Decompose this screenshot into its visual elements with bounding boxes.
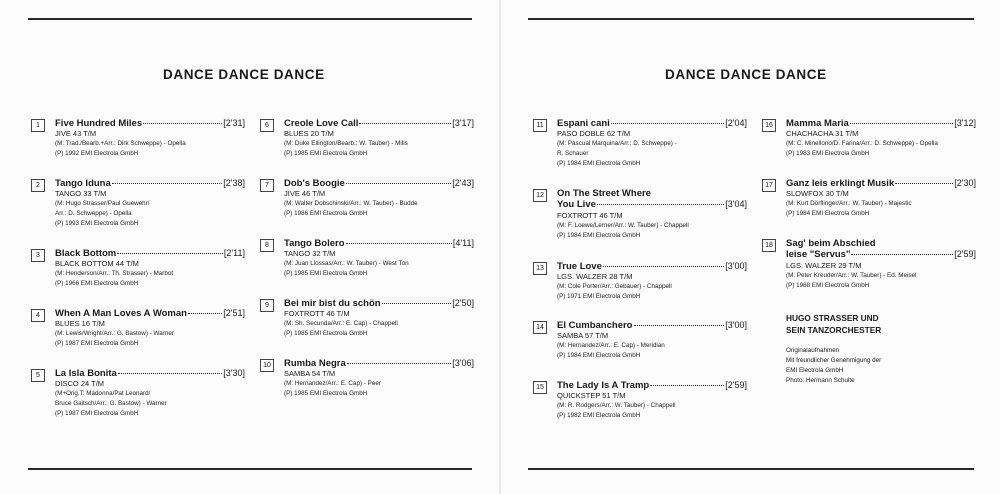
track-credit: (P) 1983 EMI Electrola GmbH bbox=[786, 150, 870, 157]
track-credit: (M+Orig.T: Madonna/Pat Leonard/ bbox=[55, 390, 151, 397]
track-duration: [2'59] bbox=[725, 380, 747, 390]
track-title-line bbox=[557, 118, 747, 129]
track-number: 7 bbox=[260, 179, 274, 192]
track-title-line bbox=[557, 380, 747, 391]
track-credit: Arr.: D. Schweppe) - Opella bbox=[55, 210, 132, 217]
track-credit: (P) 1985 EMI Electrola GmbH bbox=[284, 330, 368, 337]
top-rule-left bbox=[28, 18, 472, 20]
track-credit: (M: Juan Llossas/Arr.: W. Tauber) - West Ton bbox=[284, 260, 409, 267]
dot-leader bbox=[118, 373, 222, 374]
dot-leader bbox=[347, 363, 451, 364]
track-title-line bbox=[786, 178, 976, 189]
track-title-continued: You Live bbox=[557, 199, 596, 210]
track-title-line bbox=[557, 320, 747, 331]
track-number: 8 bbox=[260, 239, 274, 252]
track-title-line bbox=[284, 358, 474, 369]
dot-leader bbox=[611, 123, 724, 124]
track-title-line bbox=[284, 238, 474, 249]
track-title-line bbox=[55, 308, 245, 319]
track-title-line bbox=[786, 118, 976, 129]
dot-leader bbox=[895, 183, 953, 184]
track-title: Creole Love Call bbox=[284, 118, 359, 129]
dance-tempo: CHACHACHA 31 T/M bbox=[786, 129, 859, 138]
dance-tempo: QUICKSTEP 51 T/M bbox=[557, 391, 626, 400]
track-title-line bbox=[55, 368, 245, 379]
track-title: True Love bbox=[557, 261, 602, 272]
dance-tempo: TANGO 33 T/M bbox=[55, 189, 107, 198]
center-fold bbox=[499, 0, 501, 494]
track-title-line bbox=[284, 298, 474, 309]
track-title-line bbox=[557, 261, 747, 272]
dance-tempo: FOXTROTT 46 T/M bbox=[557, 211, 623, 220]
track-credit: (P) 1985 EMI Electrola GmbH bbox=[284, 270, 368, 277]
track-credit: (P) 1984 EMI Electrola GmbH bbox=[557, 232, 641, 239]
bottom-rule-left bbox=[28, 468, 472, 470]
track-credit: (P) 1971 EMI Electrola GmbH bbox=[557, 293, 641, 300]
dot-leader bbox=[359, 123, 451, 124]
track-title: The Lady Is A Tramp bbox=[557, 380, 650, 391]
track-number: 12 bbox=[533, 189, 547, 202]
track-number: 5 bbox=[31, 369, 45, 382]
track-number: 17 bbox=[762, 179, 776, 192]
track-title-line bbox=[55, 178, 245, 189]
track-title: La Isla Bonita bbox=[55, 368, 117, 379]
track-duration: [2'31] bbox=[223, 118, 245, 128]
track-title-line-2 bbox=[557, 199, 747, 210]
track-credit: (M: Peter Kreuder/Arr.: W. Tauber) - Ed. Meisel bbox=[786, 272, 917, 279]
dance-tempo: JIVE 46 T/M bbox=[284, 189, 326, 198]
note-line: Photo: Hermann Schulte bbox=[786, 377, 855, 384]
artist-line: HUGO STRASSER UND bbox=[786, 313, 879, 323]
dance-tempo: SAMBA 54 T/M bbox=[284, 369, 336, 378]
track-credit: (P) 1984 EMI Electrola GmbH bbox=[557, 352, 641, 359]
dot-leader bbox=[650, 385, 724, 386]
artist-name bbox=[786, 312, 881, 336]
track-title: Espani cani bbox=[557, 118, 610, 129]
track-credit: (M: Hernandez/Arr.: E. Cap) - Peer bbox=[284, 380, 381, 387]
dot-leader bbox=[603, 266, 724, 267]
track-credit: (M: Lewis/Wright/Arr.: G. Bastow) - Warner bbox=[55, 330, 174, 337]
track-duration: [4'11] bbox=[452, 238, 474, 248]
track-title: Sag' beim Abschied bbox=[786, 238, 876, 249]
right-page-title: DANCE DANCE DANCE bbox=[665, 67, 827, 82]
track-title: Tango Bolero bbox=[284, 238, 345, 249]
track-credit: (P) 1984 EMI Electrola GmbH bbox=[786, 210, 870, 217]
dot-leader bbox=[346, 243, 452, 244]
track-credit: (P) 1982 EMI Electrola GmbH bbox=[557, 412, 641, 419]
track-credit: (M: Kurt Dörflinger/Arr.: W. Tauber) - Majestic bbox=[786, 200, 912, 207]
track-title-line bbox=[284, 178, 474, 189]
artist-line: SEIN TANZORCHESTER bbox=[786, 325, 882, 335]
track-duration: [3'00] bbox=[725, 320, 747, 330]
dance-tempo: LGS. WALZER 29 T/M bbox=[786, 261, 862, 270]
track-title: On The Street Where bbox=[557, 188, 651, 199]
track-duration: [2'11] bbox=[223, 248, 245, 258]
track-credit: (P) 1987 EMI Electrola GmbH bbox=[55, 410, 139, 417]
track-title-line bbox=[55, 248, 245, 259]
dance-tempo: BLUES 16 T/M bbox=[55, 319, 105, 328]
track-duration: [2'50] bbox=[452, 298, 474, 308]
note-line: Originalaufnahmen bbox=[786, 347, 840, 354]
dance-tempo: PASO DOBLE 62 T/M bbox=[557, 129, 631, 138]
note-line: Mit freundlicher Genehmigung der bbox=[786, 357, 882, 364]
track-credit: (M: Duke Ellington/Bearb.: W. Tauber) - Mills bbox=[284, 140, 408, 147]
dance-tempo: DISCO 24 T/M bbox=[55, 379, 105, 388]
track-credit: (P) 1985 EMI Electrola GmbH bbox=[284, 150, 368, 157]
track-duration: [2'38] bbox=[223, 178, 245, 188]
track-title-line bbox=[786, 238, 976, 249]
track-title: Dob's Boogie bbox=[284, 178, 345, 189]
track-credit: (M: Sh. Secunda/Arr.: E. Cap) - Chappell bbox=[284, 320, 398, 327]
track-credit: (P) 1985 EMI Electrola GmbH bbox=[284, 390, 368, 397]
track-number: 11 bbox=[533, 119, 547, 132]
track-title: Rumba Negra bbox=[284, 358, 346, 369]
track-credit: (P) 1987 EMI Electrola GmbH bbox=[55, 340, 139, 347]
track-credit: (M: Henderson/Arr.: Th. Strasser) - Marbot bbox=[55, 270, 174, 277]
dot-leader bbox=[634, 325, 725, 326]
track-number: 2 bbox=[31, 179, 45, 192]
liner-notes bbox=[786, 346, 881, 386]
track-credit: (M: Hernandez/Arr.: E. Cap) - Meridian bbox=[557, 342, 665, 349]
track-credit: (M: Hugo Strasser/Paul Guewehr/ bbox=[55, 200, 150, 207]
dance-tempo: JIVE 43 T/M bbox=[55, 129, 97, 138]
left-page-title: DANCE DANCE DANCE bbox=[163, 67, 325, 82]
track-duration: [2'43] bbox=[452, 178, 474, 188]
track-duration: [3'30] bbox=[223, 368, 245, 378]
track-duration: [2'51] bbox=[223, 308, 245, 318]
track-credit: (P) 1984 EMI Electrola GmbH bbox=[557, 160, 641, 167]
track-number: 1 bbox=[31, 119, 45, 132]
dance-tempo: SAMBA 57 T/M bbox=[557, 331, 609, 340]
track-title: Bei mir bist du schön bbox=[284, 298, 381, 309]
note-line: EMI Electrola GmbH bbox=[786, 367, 844, 374]
bottom-rule-right bbox=[528, 468, 974, 470]
track-credit: (M: C. Minellono/D. Farina/Arr.: D. Schweppe) - Opella bbox=[786, 140, 938, 147]
track-number: 10 bbox=[260, 359, 274, 372]
dot-leader bbox=[112, 183, 222, 184]
track-number: 9 bbox=[260, 299, 274, 312]
dance-tempo: SLOWFOX 30 T/M bbox=[786, 189, 849, 198]
track-title-line bbox=[557, 188, 747, 199]
track-title: Five Hundred Miles bbox=[55, 118, 143, 129]
track-number: 13 bbox=[533, 262, 547, 275]
track-credit: (P) 1992 EMI Electrola GmbH bbox=[55, 150, 139, 157]
track-duration: [3'06] bbox=[452, 358, 474, 368]
track-title: Tango Iduna bbox=[55, 178, 111, 189]
track-duration: [2'30] bbox=[954, 178, 976, 188]
track-credit: (M: Cole Porter/Arr.: Gebauer) - Chappell bbox=[557, 283, 672, 290]
dot-leader bbox=[850, 123, 953, 124]
dot-leader bbox=[382, 303, 452, 304]
top-rule-right bbox=[528, 18, 974, 20]
dot-leader bbox=[143, 123, 222, 124]
track-credit: Bruce Gaitsch/Arr.: G. Bastow) - Warner bbox=[55, 400, 167, 407]
track-title-line bbox=[55, 118, 245, 129]
track-duration: [3'00] bbox=[725, 261, 747, 271]
track-credit: (M: Trad./Bearb.+Arr.: Dirk Schweppe) - Opella bbox=[55, 140, 186, 147]
dot-leader bbox=[597, 204, 724, 205]
dot-leader bbox=[346, 183, 451, 184]
track-credit: (M: Walter Dobschinski/Arr.: W. Tauber) - Budde bbox=[284, 200, 418, 207]
track-number: 6 bbox=[260, 119, 274, 132]
dance-tempo: BLUES 20 T/M bbox=[284, 129, 334, 138]
track-number: 14 bbox=[533, 321, 547, 334]
track-number: 16 bbox=[762, 119, 776, 132]
track-credit: (P) 1966 EMI Electrola GmbH bbox=[55, 280, 139, 287]
track-credit: (P) 1986 EMI Electrola GmbH bbox=[284, 210, 368, 217]
track-title: Ganz leis erklingt Musik bbox=[786, 178, 895, 189]
track-number: 3 bbox=[31, 249, 45, 262]
dot-leader bbox=[188, 313, 222, 314]
track-duration: [2'59] bbox=[954, 249, 976, 259]
track-title-line-2 bbox=[786, 249, 976, 260]
dance-tempo: TANGO 32 T/M bbox=[284, 249, 336, 258]
track-number: 15 bbox=[533, 381, 547, 394]
track-title: When A Man Loves A Woman bbox=[55, 308, 187, 319]
dance-tempo: FOXTROTT 46 T/M bbox=[284, 309, 350, 318]
dot-leader bbox=[117, 253, 223, 254]
track-credit: (P) 1993 EMI Electrola GmbH bbox=[55, 220, 139, 227]
track-title-continued: leise "Servus" bbox=[786, 249, 851, 260]
track-title: Black Bottom bbox=[55, 248, 117, 259]
track-number: 18 bbox=[762, 239, 776, 252]
dance-tempo: BLACK BOTTOM 44 T/M bbox=[55, 259, 139, 268]
track-title: Mamma Maria bbox=[786, 118, 849, 129]
track-duration: [3'04] bbox=[725, 199, 747, 209]
track-credit: R. Schauer bbox=[557, 150, 589, 157]
track-duration: [2'04] bbox=[725, 118, 747, 128]
dance-tempo: LGS. WALZER 28 T/M bbox=[557, 272, 633, 281]
track-title-line bbox=[284, 118, 474, 129]
dot-leader bbox=[851, 254, 953, 255]
track-title: El Cumbanchero bbox=[557, 320, 633, 331]
track-credit: (P) 1988 EMI Electrola GmbH bbox=[786, 282, 870, 289]
track-number: 4 bbox=[31, 309, 45, 322]
track-duration: [3'12] bbox=[954, 118, 976, 128]
track-duration: [3'17] bbox=[452, 118, 474, 128]
track-credit: (M: R. Rodgers/Arr.: W. Tauber) - Chappell bbox=[557, 402, 676, 409]
track-credit: (M: Pascual Marquina/Arr.: D. Schweppe) - bbox=[557, 140, 677, 147]
track-credit: (M: F. Loewe/Lerner/Arr.: W. Tauber) - Chappell bbox=[557, 222, 689, 229]
